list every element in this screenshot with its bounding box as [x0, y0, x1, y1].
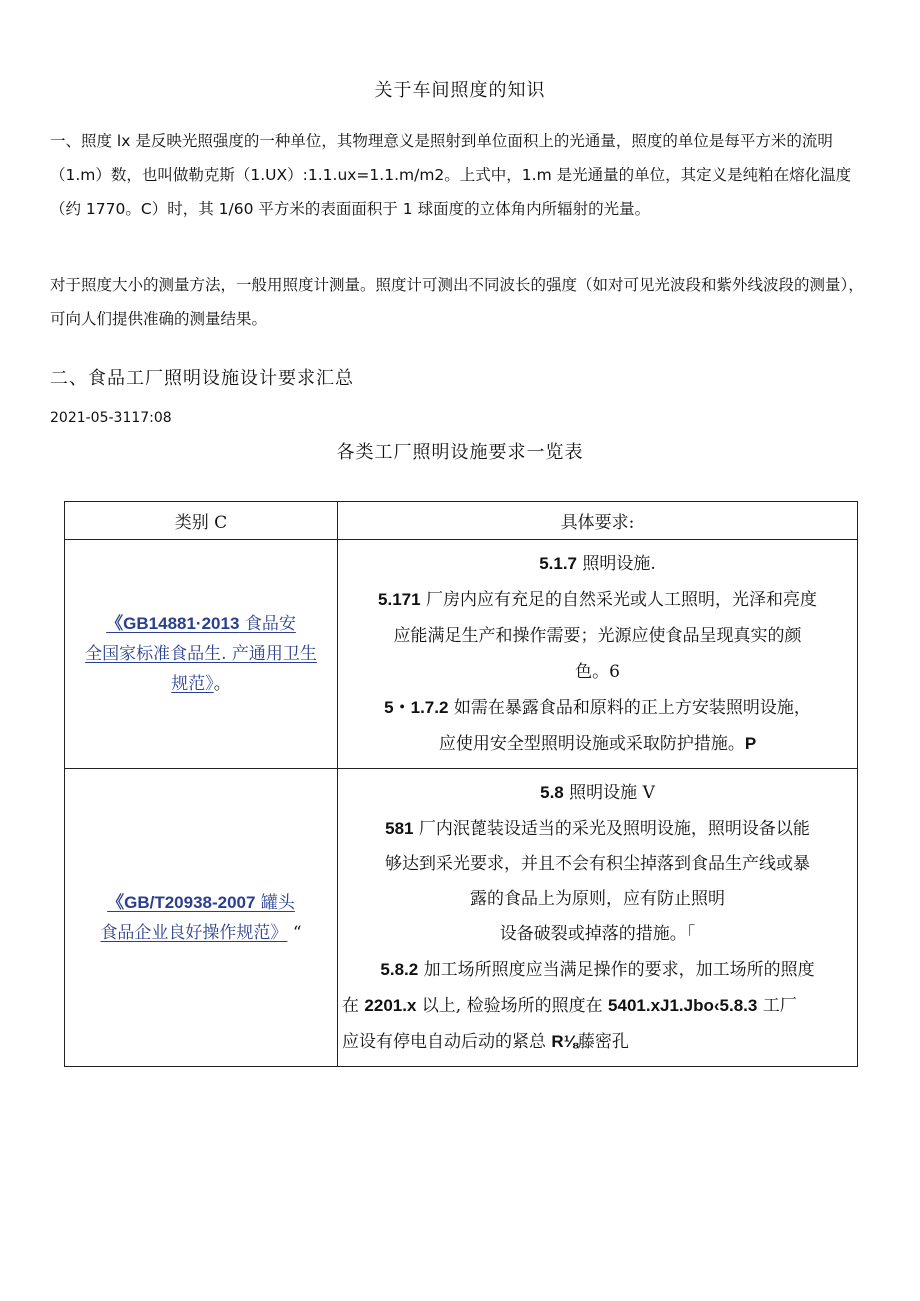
- table-header-row: [65, 502, 858, 540]
- requirement-line: 色。6: [575, 662, 620, 682]
- requirement-line: 5.8.2 加工场所照度应当满足操作的要求，加工场所的照度: [380, 960, 815, 980]
- requirement-line: 5.1.7 照明设施.: [539, 554, 656, 574]
- paragraph-measurement-method: 对于照度大小的测量方法，一般用照度计测量。照度计可测出不同波长的强度（如对可见光波段和紫外线波段的测量），可向人们提供准确的测量结果。: [50, 276, 864, 328]
- section-heading-food-factory: 二、食品工厂照明设施设计要求汇总: [50, 368, 354, 389]
- requirement-cell: [338, 769, 858, 1067]
- standard-link-gb14881[interactable]: 《GB14881·2013 食品安 全国家标准食品生. 产通用卫生 规范》: [85, 614, 317, 694]
- standard-suffix: 。: [213, 674, 231, 694]
- requirement-line: 露的食品上为原则，应有防止照明: [470, 889, 725, 909]
- requirement-line: 应设有停电自动后动的紧总 R⅛藤密孔: [342, 1032, 629, 1052]
- requirement-line: 够达到采光要求，并且不会有积尘掉落到食品生产线或暴: [385, 854, 810, 874]
- standard-cell: [65, 540, 338, 769]
- header-requirements: 具体要求:: [338, 502, 858, 540]
- requirement-line: 在 2201.x 以上, 检验场所的照度在 5401.xJ1.Jbo‹5.8.3 工厂: [342, 996, 797, 1016]
- document-title: 关于车间照度的知识: [374, 80, 546, 101]
- standard-link-gbt20938[interactable]: 《GB/T20938-2007 罐头 食品企业良好操作规范》: [100, 892, 295, 943]
- timestamp: 2021-05-3117:08: [50, 410, 172, 426]
- requirement-line: 5・1.7.2 如需在暴露食品和原料的正上方安装照明设施，: [384, 698, 811, 718]
- requirement-line: 5.171 厂房内应有充足的自然采光或人工照明，光泽和亮度: [378, 590, 817, 610]
- requirement-cell: [338, 540, 858, 769]
- requirement-line: 应能满足生产和操作需要；光源应使食品呈现真实的颜: [393, 626, 802, 646]
- table-row: [65, 540, 858, 769]
- requirement-line: 应使用安全型照明设施或采取防护措施。P: [438, 734, 757, 754]
- table-row: [65, 769, 858, 1067]
- standard-cell: [65, 769, 338, 1067]
- requirement-line: 5.8 照明设施 V: [540, 783, 655, 803]
- requirement-line: 设备破裂或掉落的措施。「: [499, 924, 696, 944]
- standard-suffix: “: [287, 922, 302, 943]
- header-category: 类别 C: [65, 502, 338, 540]
- requirement-line: 581 厂内泯蓖装设适当的采光及照明设施，照明设备以能: [385, 819, 810, 839]
- requirements-table: [64, 501, 858, 1067]
- table-title: 各类工厂照明设施要求一览表: [336, 442, 584, 463]
- paragraph-illuminance-definition: 一、照度 lx 是反映光照强度的一种单位，其物理意义是照射到单位面积上的光通量，照度的单位是每平方米的流明（1.m）数，也叫做勒克斯（1.UX）:1.1.ux=1.1.m∕m2。上式中，1.m 是光通量的单位，其定义是纯粕在熔化温度（约 1770。C）时，其 1/60 平方米的表面面积于 1 球面度的立体角内所辐射的光量。: [50, 132, 852, 218]
